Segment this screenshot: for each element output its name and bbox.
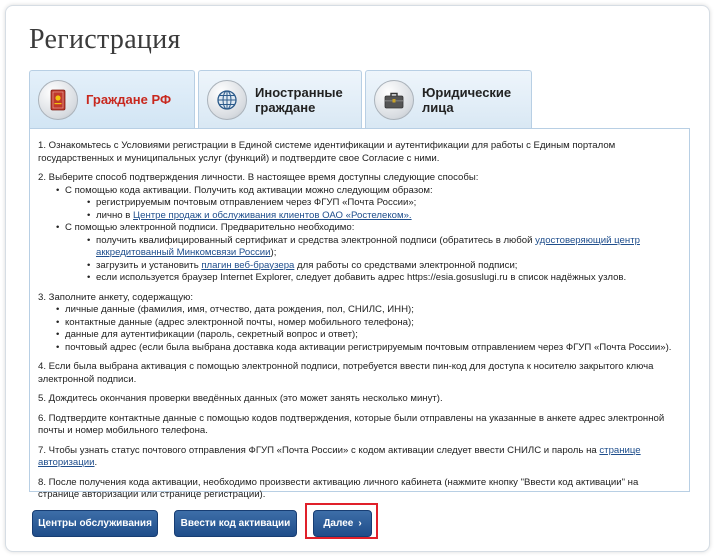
rostelecom-centers-link[interactable]: Центре продаж и обслуживания клиентов ОАО «Ростелеком». bbox=[133, 209, 412, 221]
passport-icon bbox=[38, 80, 78, 120]
tab-label: Граждане РФ bbox=[86, 92, 172, 107]
tab-label bbox=[422, 85, 511, 115]
step-2-intro: 2. Выберите способ подтверждения личности. В настоящее время доступны следующие способы: bbox=[38, 172, 479, 183]
tab-label-line1: Иностранные bbox=[255, 84, 343, 100]
next-button[interactable] bbox=[313, 510, 372, 537]
browser-plugin-link[interactable]: плагин веб-браузера bbox=[201, 259, 295, 271]
tab-foreign-citizens[interactable] bbox=[198, 70, 362, 128]
step-3-intro: 3. Заполните анкету, содержащую: bbox=[38, 291, 193, 303]
list-item: • если используется браузер Internet Explorer, следует добавить адрес https://esia.gosuslugi.ru в список надёжных узлов. bbox=[65, 272, 681, 285]
tab-label-line2: лица bbox=[422, 99, 454, 115]
option-activation-code: С помощью кода активации. Получить код активации можно следующим образом: bbox=[65, 184, 433, 196]
tab-legal-entities[interactable] bbox=[365, 70, 532, 128]
step-3 bbox=[38, 292, 681, 355]
list-item: • личные данные (фамилия, имя, отчество, дата рождения, пол, СНИЛС, ИНН); bbox=[38, 304, 681, 317]
step-7 bbox=[38, 445, 681, 470]
list-item bbox=[38, 222, 681, 285]
list-item bbox=[65, 210, 681, 223]
step-3-list bbox=[38, 304, 681, 354]
tab-russian-citizens[interactable] bbox=[29, 70, 195, 128]
list-item: • контактные данные (адрес электронной почты, номер мобильного телефона); bbox=[38, 317, 681, 330]
auth-page-link[interactable]: странице авторизации bbox=[38, 444, 641, 468]
briefcase-icon bbox=[374, 80, 414, 120]
list-item-text: получить квалифицированный сертификат и средства электронной подписи (обратитесь в любой bbox=[96, 234, 536, 246]
list-item: • данные для аутентификации (пароль, секретный вопрос и ответ); bbox=[38, 329, 681, 342]
list-item bbox=[38, 185, 681, 223]
step-2-options bbox=[38, 185, 681, 285]
service-centers-button[interactable]: Центры обслуживания bbox=[32, 510, 158, 537]
tab-label bbox=[255, 85, 343, 115]
list-item-text: для работы со средствами электронной подписи; bbox=[294, 259, 518, 271]
step-7-text: 7. Чтобы узнать статус почтового отправления ФГУП «Почта России» с кодом активации следует ввести СНИЛС и пароль на bbox=[38, 444, 600, 456]
option-e-signature: С помощью электронной подписи. Предварительно необходимо: bbox=[65, 222, 355, 233]
step-1: 1. Ознакомьтесь с Условиями регистрации в Единой системе идентификации и аутентификации для работы с Единым порталом государственных и муниципальных услуг (функций) и подтвердите свое Согласие с ними. bbox=[38, 140, 616, 164]
list-item-text: загрузить и установить bbox=[96, 259, 202, 271]
instructions-panel bbox=[29, 128, 690, 500]
chevron-right-icon: › bbox=[358, 518, 362, 529]
list-item: • регистрируемым почтовым отправлением через ФГУП «Почта России»; bbox=[65, 197, 681, 210]
globe-icon bbox=[207, 80, 247, 120]
step-7-end: . bbox=[94, 457, 98, 468]
step-4: 4. Если была выбрана активация с помощью электронной подписи, потребуется ввести пин-код для доступа к носителю закрытого ключа электронной подписи. bbox=[38, 361, 654, 385]
step-5: 5. Дождитесь окончания проверки введённых данных (это может занять несколько минут). bbox=[38, 393, 443, 404]
step-6: 6. Подтвердите контактные данные с помощью кодов подтверждения, которые были отправлены на указанные в анкете адрес электронной почты и номер мобильного телефона. bbox=[38, 412, 665, 436]
list-item-text: лично в bbox=[96, 209, 134, 221]
tab-label-line2: граждане bbox=[255, 99, 316, 115]
tab-label-line1: Юридические bbox=[422, 84, 512, 100]
list-item bbox=[65, 235, 681, 260]
list-item: • почтовый адрес (если была выбрана доставка кода активации регистрируемым почтовым отправлением через ФГУП «Почта России»). bbox=[38, 342, 681, 355]
list-item bbox=[65, 260, 681, 273]
list-item-text: ); bbox=[270, 247, 277, 258]
step-8: 8. После получения кода активации, необходимо произвести активацию личного кабинета (нажмите кнопку "Ввести код активации" на странице авторизации или странице регистрации). bbox=[38, 476, 639, 500]
next-button-label: Далее bbox=[323, 518, 354, 529]
page-title: Регистрация bbox=[29, 24, 181, 55]
step-2 bbox=[38, 172, 681, 285]
enter-activation-code-button[interactable]: Ввести код активации bbox=[174, 510, 297, 537]
certification-center-link[interactable]: удостоверяющий центр аккредитованный Минкомсвязи России bbox=[96, 234, 640, 258]
